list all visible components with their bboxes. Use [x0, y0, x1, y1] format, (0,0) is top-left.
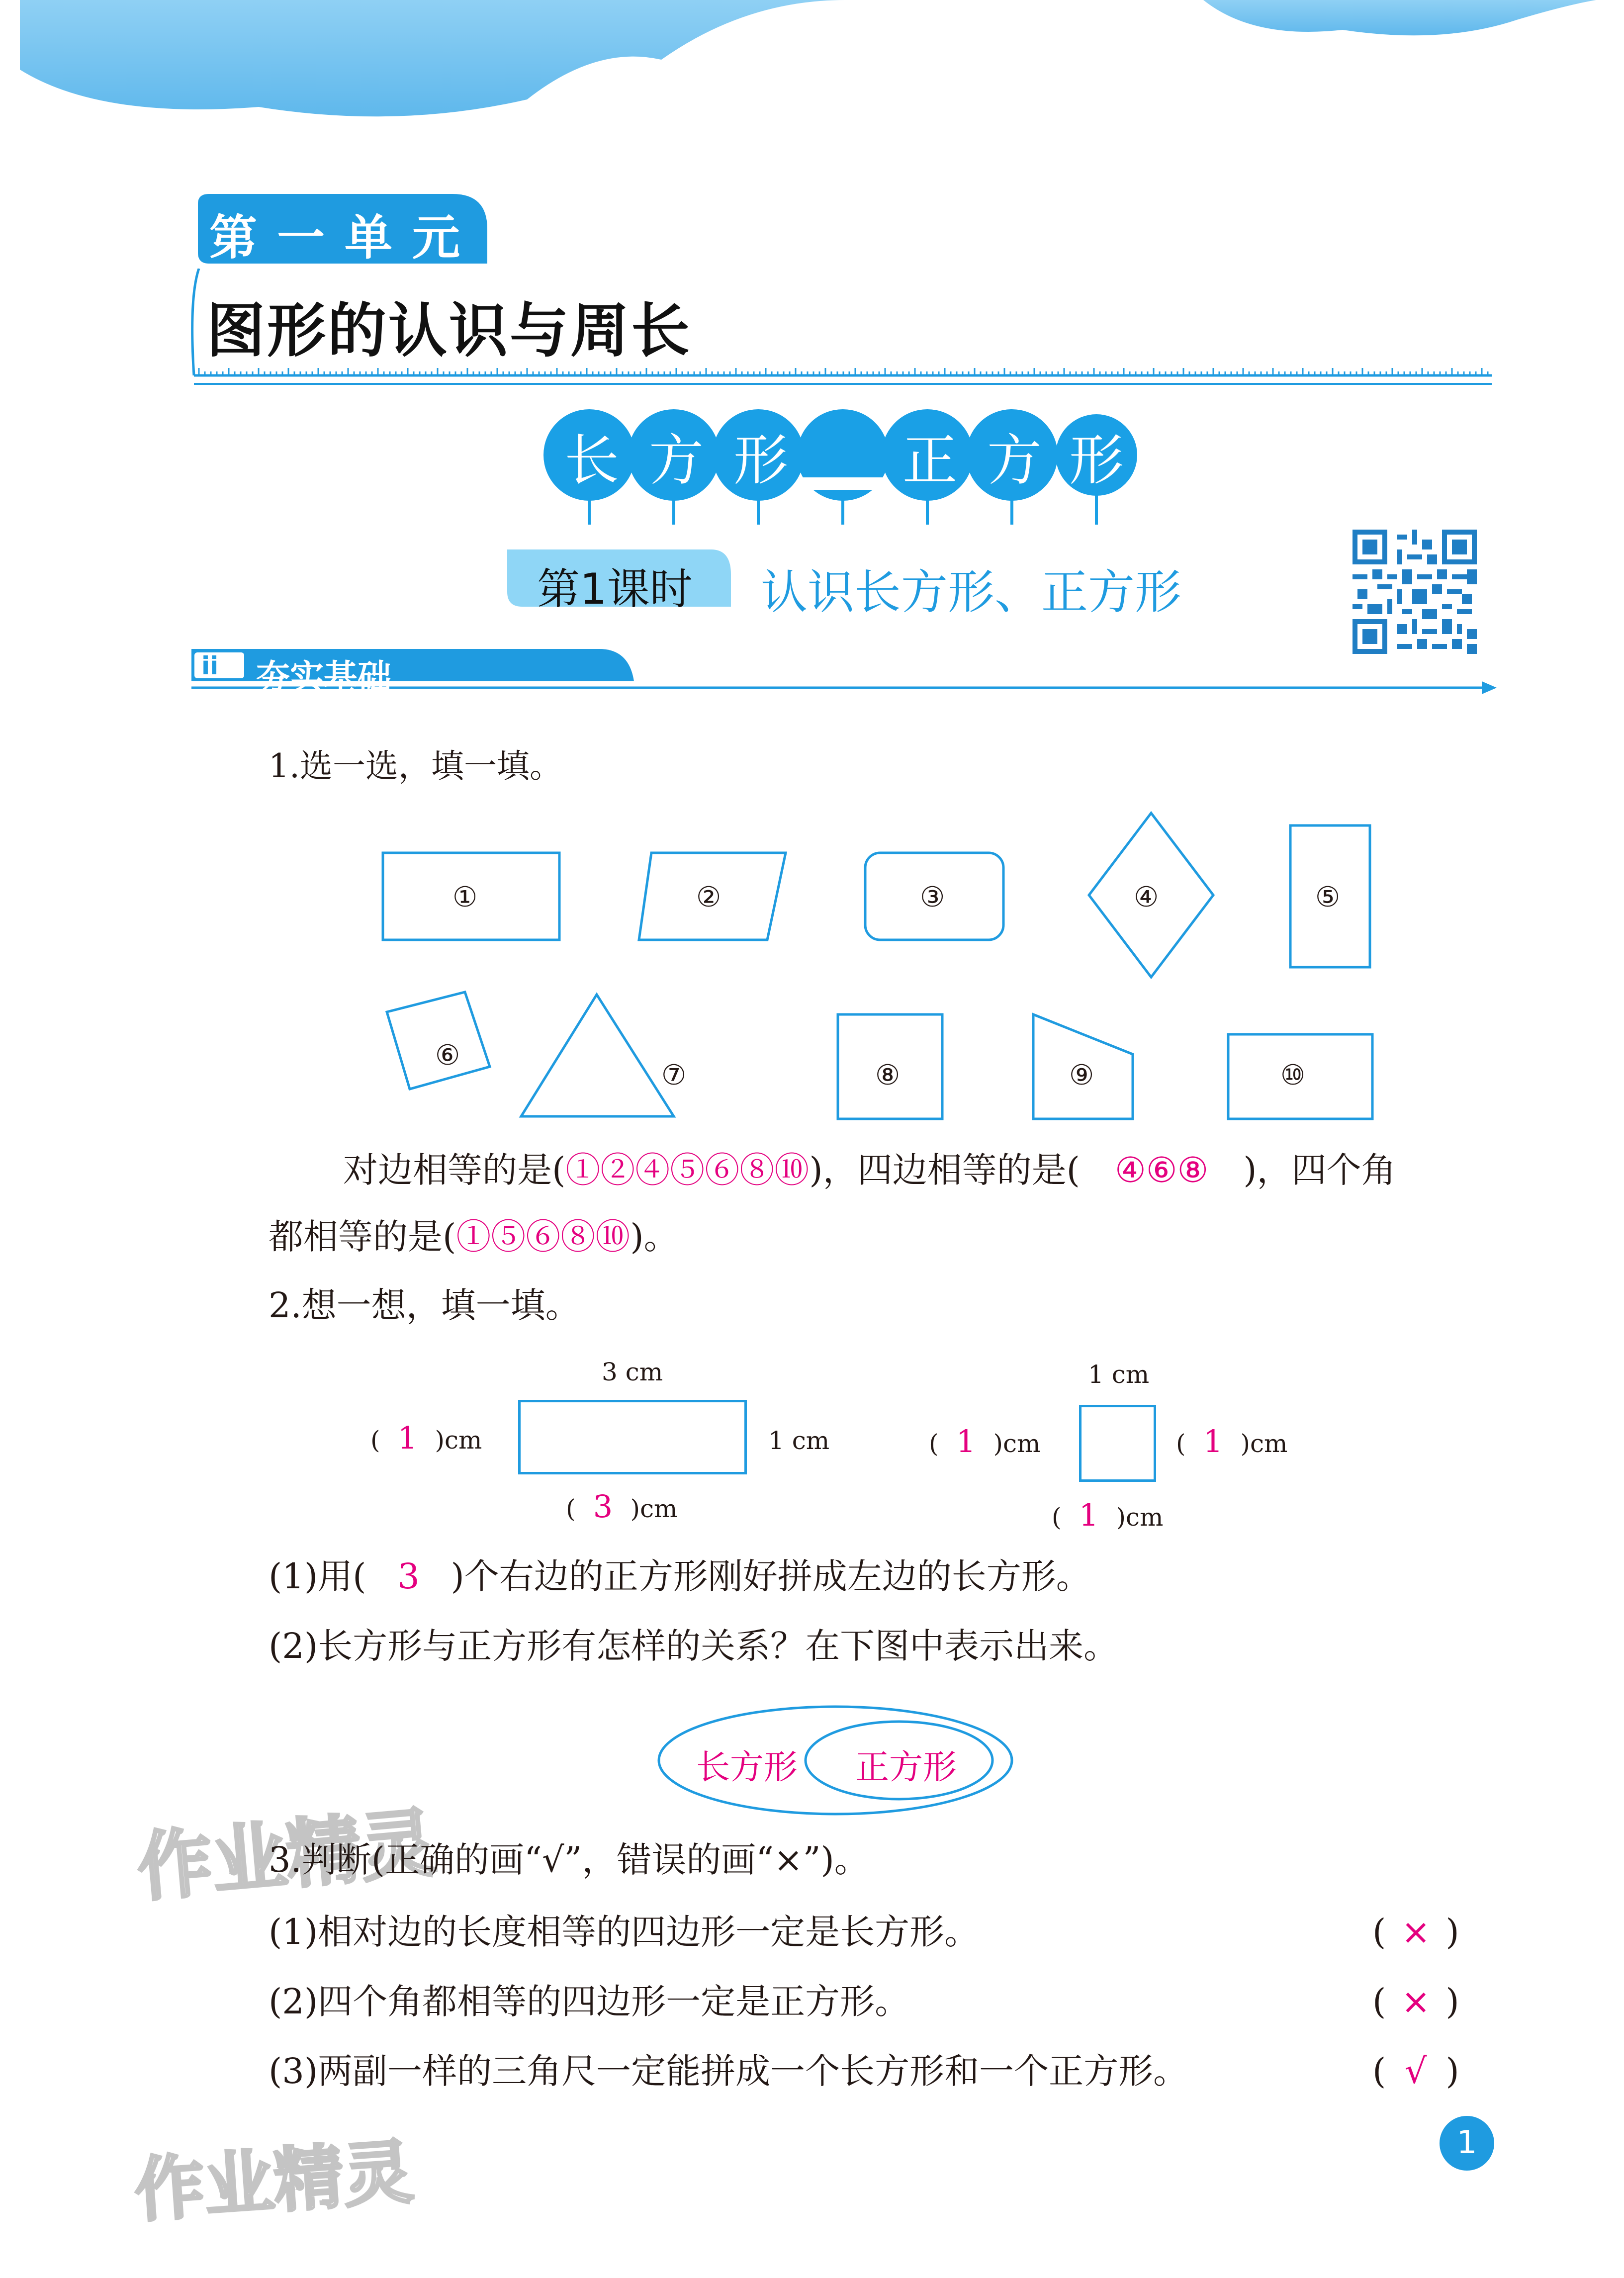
lesson-title: 认识长方形、正方形	[761, 565, 1182, 620]
balloon-title	[542, 408, 1139, 532]
q3-answer-3[interactable]: √	[1405, 2051, 1427, 2092]
q1-answer3[interactable]: ①⑤⑥⑧⑩	[456, 1216, 631, 1257]
q2-sub1-answer[interactable]: 3	[397, 1556, 420, 1597]
balloon-char: 方	[987, 429, 1042, 492]
q1-text1: 对边相等的是(	[343, 1150, 566, 1190]
open-paren: (	[1176, 1429, 1186, 1458]
lesson-label: 第1课时	[537, 564, 693, 614]
ruler-divider	[189, 269, 1502, 393]
q1-text2: )，四边相等的是(	[809, 1150, 1080, 1190]
q2-sub2: (2)长方形与正方形有怎样的关系？在下图中表示出来。	[269, 1626, 1119, 1666]
unit: )cm	[993, 1429, 1041, 1458]
q1-answer2[interactable]: ④⑥⑧	[1114, 1150, 1209, 1190]
q2-rect-top-label: 3 cm	[602, 1358, 663, 1386]
unit-char: 一	[277, 210, 325, 266]
open-paren: (	[929, 1429, 939, 1458]
q1-text3: )，四个角	[1243, 1150, 1396, 1190]
q2-rect-left	[370, 1420, 482, 1456]
shape-label: ④	[1134, 881, 1159, 913]
unit: )cm	[435, 1426, 482, 1455]
q2-square-left-answer[interactable]: 1	[956, 1423, 976, 1459]
section-label: 夯实基础	[256, 658, 392, 697]
q2-square-right-answer[interactable]: 1	[1203, 1423, 1223, 1459]
unit-label	[194, 194, 492, 264]
q2-square-top-label: 1 cm	[1088, 1360, 1150, 1389]
balloon-char: 形	[1069, 429, 1124, 492]
watermark: 作业精灵	[132, 2131, 416, 2232]
q2-rect	[518, 1400, 747, 1474]
q2-rect-right-label: 1 cm	[768, 1426, 830, 1455]
watermark: 作业精灵	[134, 1800, 439, 1912]
q2-square-left	[929, 1423, 1040, 1459]
unit: )cm	[1116, 1503, 1164, 1532]
q1-text5: )。	[630, 1216, 679, 1257]
shape-label: ⑦	[661, 1059, 687, 1092]
qr-code-icon[interactable]	[1353, 530, 1477, 654]
balloon-char: 形	[733, 429, 788, 492]
unit-char: 单	[345, 210, 392, 266]
q3-item-1: (1)相对边的长度相等的四边形一定是长方形。	[269, 1912, 980, 1952]
q2-square-right	[1176, 1423, 1287, 1459]
open-paren: (	[566, 1494, 576, 1523]
q2-square-bottom-answer[interactable]: 1	[1079, 1497, 1099, 1533]
lesson-header	[502, 545, 1223, 620]
q3-answer-2[interactable]: ×	[1401, 1981, 1431, 2022]
shape-label: ①	[452, 881, 478, 913]
q1-line1	[343, 1150, 1396, 1190]
q2-rect-bottom-answer[interactable]: 3	[593, 1488, 613, 1525]
q1-answer1[interactable]: ①②④⑤⑥⑧⑩	[565, 1150, 810, 1190]
unit-char: 第	[209, 210, 257, 266]
svg-text:ii: ii	[201, 651, 219, 680]
q2-prompt: 2.想一想，填一填。	[269, 1285, 580, 1326]
unit: )cm	[1240, 1429, 1288, 1458]
balloon-char: 长	[564, 429, 619, 492]
q3-item-2: (2)四个角都相等的四边形一定是正方形。	[269, 1981, 910, 2022]
q3-item-3-bracket: ( √ )	[1372, 2051, 1459, 2092]
q3-item-3: (3)两副一样的三角尺一定能拼成一个长方形和一个正方形。	[269, 2051, 1188, 2092]
shape-label: ③	[920, 881, 945, 913]
q3-answer-1[interactable]: ×	[1401, 1912, 1431, 1952]
balloon-char: 方	[649, 429, 704, 492]
venn-outer-label: 长方形	[696, 1748, 798, 1787]
shape-label: ⑨	[1069, 1059, 1094, 1092]
header-clouds	[0, 0, 1624, 129]
shape-label: ②	[696, 881, 722, 913]
q1-text4: 都相等的是(	[269, 1216, 456, 1257]
q2-sub1-b: )个右边的正方形刚好拼成左边的长方形。	[451, 1556, 1091, 1597]
q2-sub1	[269, 1556, 1091, 1597]
section-tag	[191, 641, 1504, 701]
q3-item-2-bracket: ( × )	[1372, 1981, 1459, 2022]
shape-label: ⑤	[1315, 881, 1341, 913]
q2-rect-bottom	[566, 1488, 677, 1525]
shape-label: ⑩	[1280, 1059, 1306, 1092]
page-number: 1	[1456, 2124, 1477, 2161]
q3-item-1-bracket: ( × )	[1372, 1912, 1459, 1952]
unit-char: 元	[412, 210, 460, 266]
unit: )cm	[630, 1494, 678, 1523]
q2-sub1-a: (1)用(	[269, 1556, 366, 1597]
shape-7	[521, 995, 674, 1116]
venn-inner-label: 正方形	[855, 1748, 957, 1787]
open-paren: (	[370, 1426, 380, 1455]
q2-square-bottom	[1052, 1497, 1163, 1533]
balloon-char: 正	[902, 429, 957, 492]
q3-prompt: 3.判断(正确的画“√”，错误的画“×”)。	[269, 1839, 869, 1880]
q2-rect-left-answer[interactable]: 1	[397, 1420, 418, 1456]
shape-label: ⑥	[435, 1039, 460, 1072]
unit-title: 图形的认识与周长	[206, 296, 692, 365]
q1-line2	[269, 1216, 679, 1257]
q1-shapes	[348, 796, 1442, 1144]
q2-square	[1079, 1405, 1156, 1482]
shape-label: ⑧	[875, 1059, 901, 1092]
open-paren: (	[1052, 1503, 1062, 1532]
q1-prompt: 1.选一选，填一填。	[269, 747, 562, 785]
